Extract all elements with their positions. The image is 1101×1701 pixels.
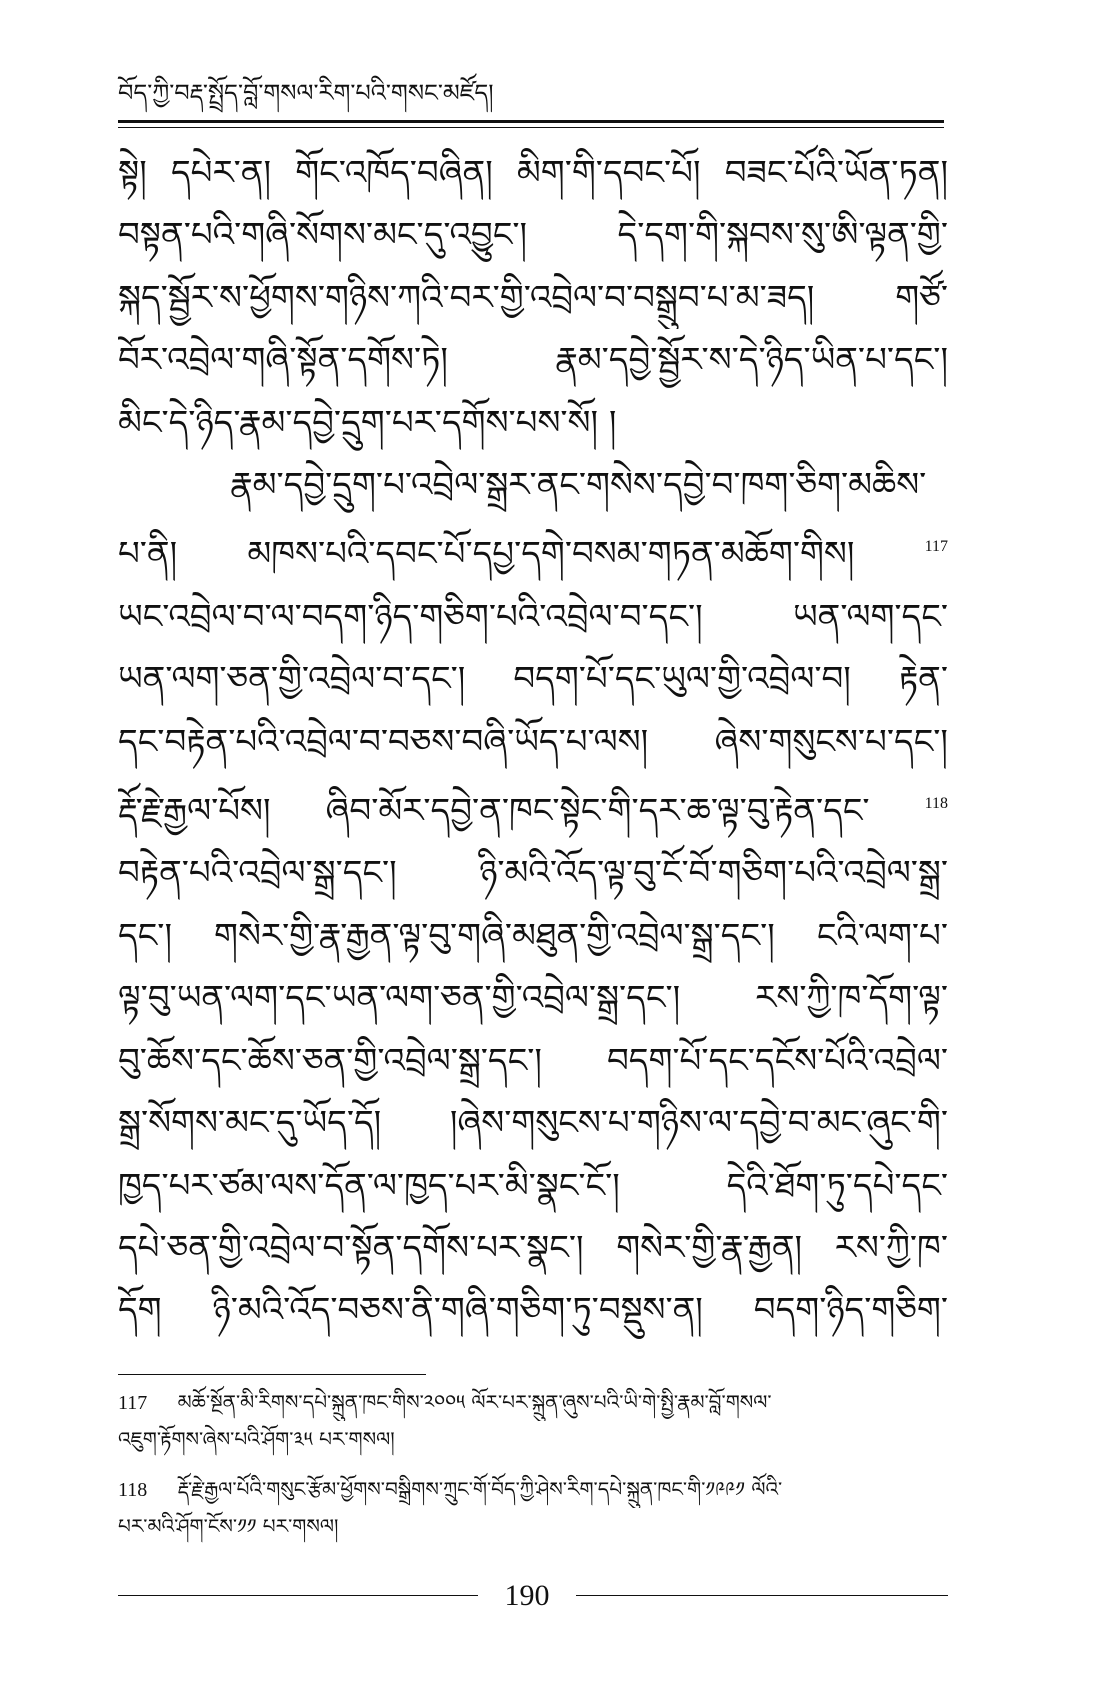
footnote-118 [118, 1471, 948, 1544]
text-line: དང་བརྟེན་པའི་འབྲེལ་བ་བཅས་བཞི་ཡོད་པ་ལས། ཞེས་གསུངས་པ་དང་། [118, 721, 948, 762]
footnote-line [118, 1384, 948, 1421]
footnote-text: མཆོ་སྔོན་མི་རིགས་དཔེ་སྐྲུན་ཁང་གིས་༢༠༠༥ ལོར་པར་སྐྲུན་ཞུས་པའི་ཡི་གེ་སྤྱི་རྣམ་བློ་གསལ་ [177, 1390, 772, 1414]
text-line: ལྟ་བུ་ཡན་ལག་དང་ཡན་ལག་ཅན་གྱི་འབྲེལ་སྒྲ་དང་། རས་ཀྱི་ཁ་དོག་ལྟ་ [118, 978, 948, 1019]
header-rule-thick [118, 120, 944, 123]
footer-rule-left [118, 1595, 478, 1596]
text-line: སྟེ། དཔེར་ན། གོང་འཁོད་བཞིན། མིག་གི་དབང་པོ། བཟང་པོའི་ཡོན་ཏན། [118, 153, 948, 193]
page-footer [118, 1578, 948, 1618]
header-rule-thin [118, 127, 944, 128]
footnote-line: འཇུག་རྟོགས་ཞེས་པའི་ཤོག་༣༥ པར་གསལ། [118, 1427, 395, 1451]
footnote-number: 117 [118, 1392, 148, 1414]
text-line: ཡན་ལག་ཅན་གྱི་འབྲེལ་བ་དང་། བདག་པོ་དང་ཡུལ་གྱི་འབྲེལ་བ། རྟེན་ [118, 659, 948, 700]
footnote-text: རྡོ་རྗེ་རྒྱལ་པོའི་གསུང་རྩོམ་ཕྱོགས་བསྒྲིགས་ཀྲུང་གོ་བོད་ཀྱི་ཤེས་རིག་དཔེ་སྐྲུན་ཁང་གི་༡༩༩༡ ལོའི་ [177, 1477, 783, 1501]
footnote-ref-118[interactable]: 118 [924, 795, 948, 813]
footnote-separator [118, 1374, 426, 1375]
text-line-with-fnref [118, 773, 948, 842]
text-line: སྐད་སྦྱོར་ས་ཕྱོགས་གཉིས་ཀའི་བར་གྱི་འབྲེལ་བ་བསྒྲུབ་པ་མ་ཟད། གཙོ་ [118, 277, 948, 318]
running-title: བོད་ཀྱི་བརྡ་སྤྲོད་བློ་གསལ་རིག་པའི་གསང་མཛོད། [118, 79, 494, 107]
text-line: དོག ཉི་མའི་འོད་བཅས་ནི་གཞི་གཅིག་ཏུ་བསྡུས་ན། བདག་ཉིད་གཅིག་ [118, 1290, 948, 1331]
footnote-number: 118 [118, 1479, 148, 1501]
text-line: རྣམ་དབྱེ་དྲུག་པ་འབྲེལ་སྒྲར་ནང་གསེས་དབྱེ་བ་ཁག་ཅིག་མཆིས་ [230, 465, 927, 506]
text-span: རྡོ་རྗེ་རྒྱལ་པོས། ཞིབ་མོར་དབྱེ་ན་ཁང་སྟེང་གི་དར་ཆ་ལྟ་བུ་རྟེན་དང་ [118, 791, 870, 832]
text-line: བུ་ཆོས་དང་ཆོས་ཅན་གྱི་འབྲེལ་སྒྲ་དང་། བདག་པོ་དང་དངོས་པོའི་འབྲེལ་ [118, 1040, 948, 1081]
footnote-line: པར་མའི་ཤོག་ངོས་༡༡ པར་གསལ། [118, 1514, 339, 1538]
text-line: ཁྱད་པར་ཙམ་ལས་དོན་ལ་ཁྱད་པར་མི་སྣང་ངོ་། དེའི་ཐོག་ཏུ་དཔེ་དང་ [118, 1165, 948, 1206]
footnote-117 [118, 1384, 948, 1457]
text-line: མིང་དེ་ཉིད་རྣམ་དབྱེ་དྲུག་པར་དགོས་པས་སོ། ། [118, 402, 617, 443]
text-line: བོར་འབྲེལ་གཞི་སྟོན་དགོས་ཏེ། རྣམ་དབྱེ་སྦྱོར་ས་དེ་ཉིད་ཡིན་པ་དང་། [118, 340, 948, 381]
text-line: སྒྲ་སོགས་མང་དུ་ཡོད་དོ། །ཞེས་གསུངས་པ་གཉིས་ལ་དབྱེ་བ་མང་ཞུང་གི་ [118, 1103, 948, 1144]
text-span: པ་ནི། མཁས་པའི་དབང་པོ་དཔྱ་དགེ་བསམ་གཏན་མཆོག་གིས། [118, 534, 855, 575]
main-text [118, 142, 948, 1342]
footnotes [118, 1384, 948, 1558]
text-line: དཔེ་ཅན་གྱི་འབྲེལ་བ་སྟོན་དགོས་པར་སྣང་། གསེར་གྱི་རྣ་རྒྱན། རས་ཀྱི་ཁ་ [118, 1227, 948, 1268]
text-line: དང་། གསེར་གྱི་རྣ་རྒྱན་ལྟ་བུ་གཞི་མཐུན་གྱི་འབྲེལ་སྒྲ་དང་། ངའི་ལག་པ་ [118, 915, 948, 956]
text-line: བསྟན་པའི་གཞི་སོགས་མང་དུ་འབྱུང་། དེ་དག་གི་སྐབས་སུ་ཨི་ལྟན་གྱི་ [118, 215, 948, 256]
text-line: བརྟེན་པའི་འབྲེལ་སྒྲ་དང་། ཉི་མའི་འོད་ལྟ་བུ་ངོ་བོ་གཅིག་པའི་འབྲེལ་སྒྲ་ [118, 853, 948, 894]
page-header [118, 76, 944, 128]
page-number: 190 [504, 1579, 550, 1612]
text-line: ཡང་འབྲེལ་བ་ལ་བདག་ཉིད་གཅིག་པའི་འབྲེལ་བ་དང་། ཡན་ལག་དང་ [118, 596, 948, 637]
footer-rule-right [576, 1595, 948, 1596]
footnote-ref-117[interactable]: 117 [924, 538, 948, 556]
text-line-with-fnref [118, 516, 948, 585]
footnote-line [118, 1471, 948, 1508]
